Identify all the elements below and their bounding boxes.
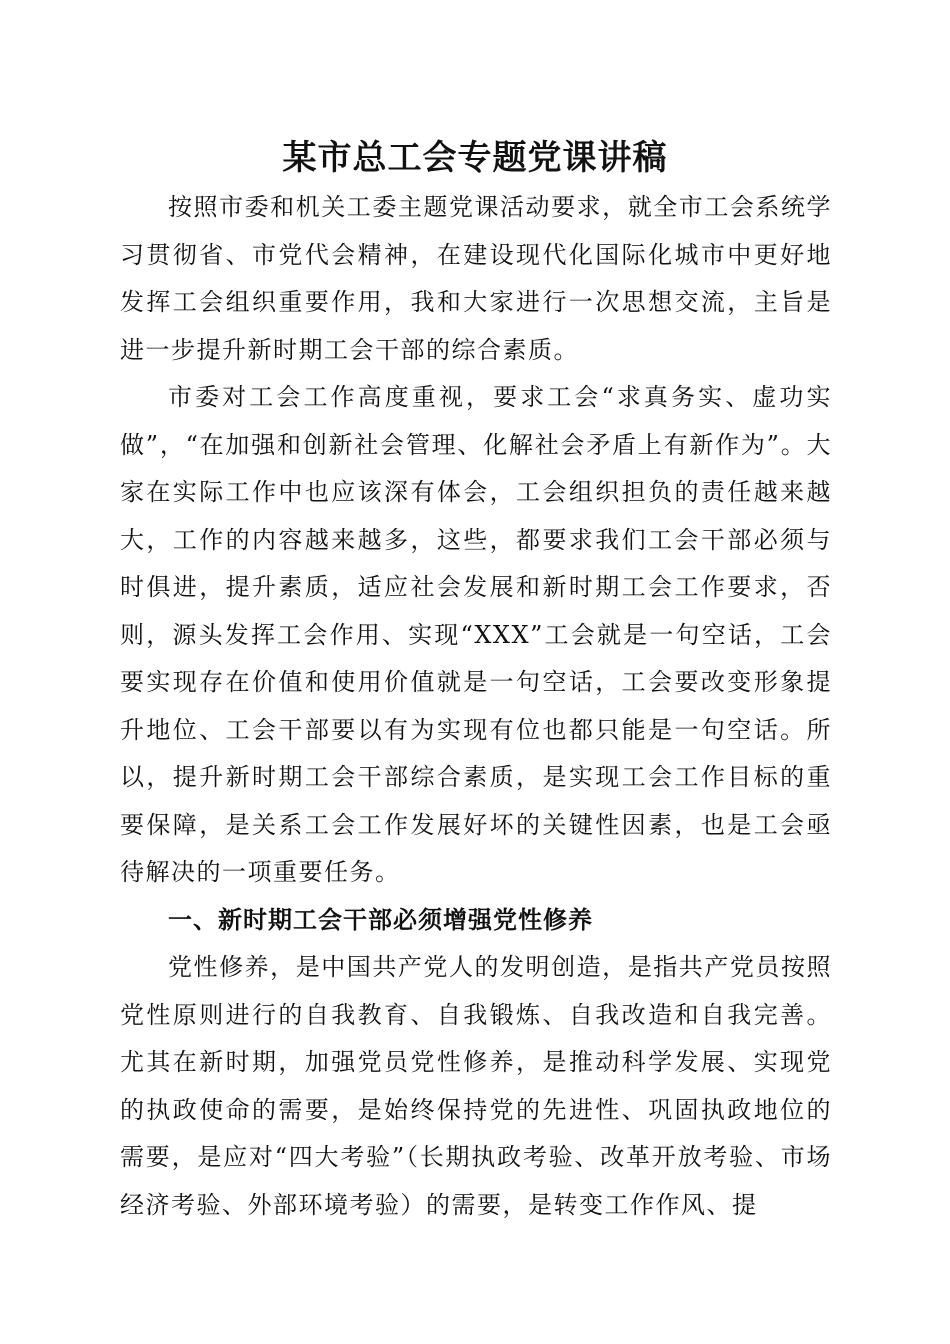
document-title: 某市总工会专题党课讲稿: [282, 138, 668, 178]
section-heading-1: 一、新时期工会干部必须增强党性修养: [168, 905, 593, 934]
paragraph-intro: 按照市委和机关工委主题党课活动要求，就全市工会系统学习贯彻省、市党代会精神，在建设现代化国际化城市中更好地发挥工会组织重要作用，我和大家进行一次思想交流，主旨是进一步提升新时期工会干部的综合素质。: [120, 193, 832, 364]
document-body: [120, 184, 832, 1229]
paragraph-section-1: 党性修养，是中国共产党人的发明创造，是指共产党员按照党性原则进行的自我教育、自我锻炼、自我改造和自我完善。尤其在新时期，加强党员党性修养，是推动科学发展、实现党的执政使命的需要，是始终保持党的先进性、巩固执政地位的需要，是应对“四大考验”（长期执政考验、改革开放考验、市场经济考验、外部环境考验）的需要，是转变工作作风、提: [120, 953, 832, 1219]
paragraph-context: 市委对工会工作高度重视，要求工会“求真务实、虚功实做”，“在加强和创新社会管理、化解社会矛盾上有新作为”。大家在实际工作中也应该深有体会，工会组织担负的责任越来越大，工作的内容越来越多，这些，都要求我们工会干部必须与时俱进，提升素质，适应社会发展和新时期工会工作要求，否则，源头发挥工会作用、实现“XXX”工会就是一句空话，工会要实现存在价值和使用价值就是一句空话，工会要改变形象提升地位、工会干部要以有为实现有位也都只能是一句空话。所以，提升新时期工会干部综合素质，是实现工会工作目标的重要保障，是关系工会工作发展好坏的关键性因素，也是工会亟待解决的一项重要任务。: [120, 383, 832, 886]
